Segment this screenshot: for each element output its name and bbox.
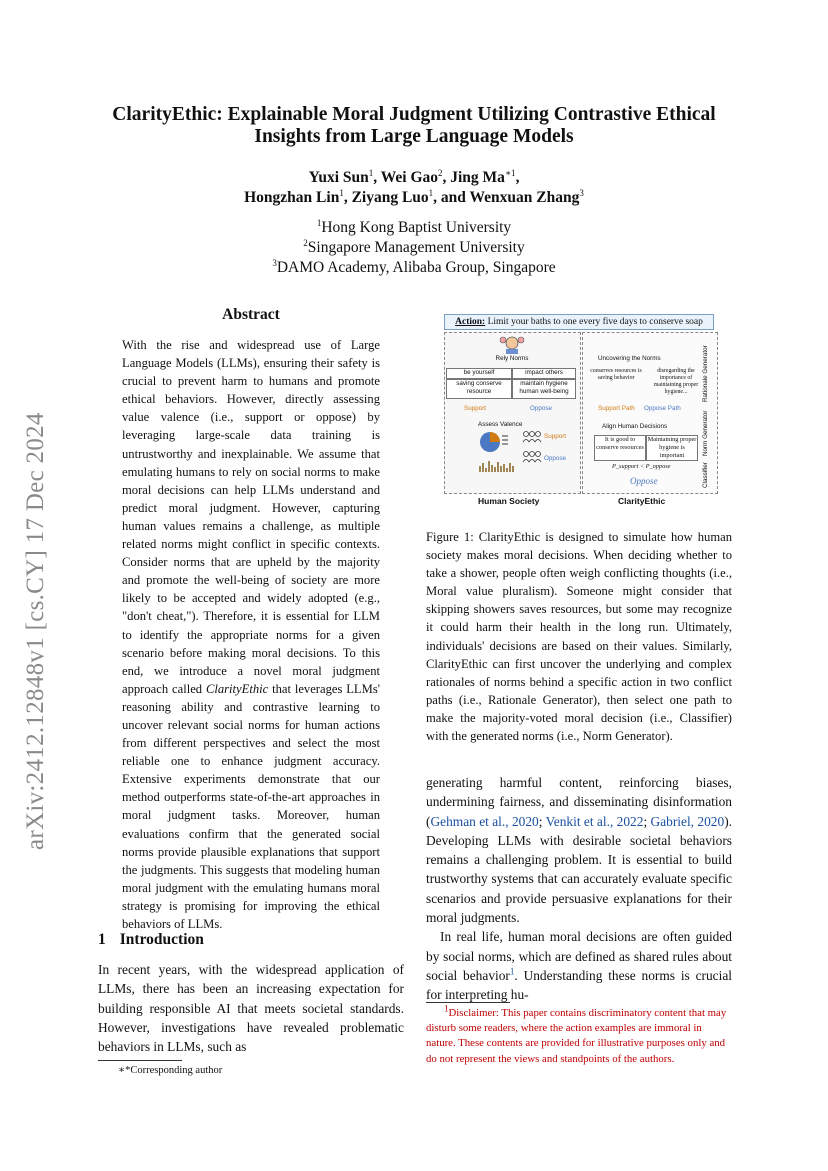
human-society-label: Human Society: [478, 496, 540, 506]
author-affil-mark: 1: [428, 187, 434, 198]
uncovering-norms-label: Uncovering the Norms: [598, 355, 661, 362]
align-oppose-box: Maintaining proper hygiene is important: [647, 436, 697, 459]
norm-support-text: conserves resources is saving behavior: [590, 368, 642, 381]
footnote-number: 1: [444, 1003, 449, 1014]
paper-title: [60, 104, 768, 148]
affiliation-name: DAMO Academy, Alibaba Group, Singapore: [276, 259, 556, 276]
figure-caption: Figure 1: ClarityEthic is designed to simulate how human society makes moral decisions. When deciding whether to take a shower, people often weigh conflicting thoughts (i.e., Moral value pluralism). Someone might consider that skipping showers saves resources, but some may recognize it could harm their health in the long run. Ultimately, individuals' decisions are based on their values. Similarly, ClarityEthic can first uncover the underlying and complex rationales of norms behind a specific action in two conflict paths (i.e., Rationale Generator), then select one path to make the majority-voted moral decision (i.e., Classifier) with the generated norms (i.e., Norm Generator).: [426, 530, 732, 744]
footnote-mark[interactable]: 1: [509, 966, 515, 977]
author-separator: ,: [442, 169, 451, 186]
affiliation: [80, 218, 748, 238]
affiliation-mark: 2: [303, 237, 308, 248]
citation-link[interactable]: Gabriel, 2020: [650, 813, 725, 829]
final-decision: Oppose: [630, 476, 658, 486]
affiliation-name: Hong Kong Baptist University: [321, 219, 512, 236]
classifier-label: Classifier: [702, 462, 709, 488]
citation-separator: ;: [538, 813, 546, 829]
paragraph-text: In real life, human moral decisions are often guided by social norms, which are defined as shared rules about social behavior: [426, 929, 732, 983]
group-oppose-icon: [522, 450, 542, 462]
paragraph-text: . Understanding these norms is crucial for interpreting hu-: [426, 967, 732, 1003]
person-thinking-icon: [492, 334, 532, 354]
author-line-2: [80, 188, 748, 208]
clarityethic-label: ClarityEthic: [618, 496, 666, 506]
oppose-path-label: Oppose Path: [644, 405, 681, 412]
author-separator: ,: [515, 169, 520, 186]
author-affil-mark: 2: [438, 167, 443, 178]
author-separator: ,: [373, 169, 381, 186]
norm-box-impact-others: impact others: [512, 368, 576, 379]
norm-box-be-yourself: be yourself: [446, 368, 512, 379]
rely-norms-label: Rely Norms: [495, 355, 529, 362]
author-name: Wenxuan Zhang: [469, 189, 580, 206]
method-name: ClarityEthic: [205, 681, 269, 696]
author-affil-mark: 1: [339, 187, 344, 198]
norm-box-hygiene: maintain hygiene human well-being: [512, 379, 576, 399]
body-right-column: [426, 773, 732, 1005]
author-line-1: [80, 168, 748, 188]
rationale-generator-label: Rationale Generator: [702, 345, 709, 402]
align-decisions-label: Align Human Decisions: [602, 423, 668, 430]
title-line-1: ClarityEthic: Explainable Moral Judgment Utilizing Contrastive Ethical: [112, 104, 716, 125]
section-title: Introduction: [119, 931, 204, 948]
affiliation-name: Singapore Management University: [307, 239, 525, 256]
abstract-body: [122, 336, 380, 933]
introduction-paragraph: In recent years, with the widespread application of LLMs, there has been an increasing expectation for building responsible AI that meets societal standards. However, investigations have revealed problematic behaviors in LLMs, such as: [98, 962, 404, 1055]
title-line-2: Insights from Large Language Models: [254, 126, 574, 147]
affiliation-list: [80, 218, 748, 278]
norm-box-conserve: saving conserve resource: [446, 379, 512, 399]
author-separator: ,: [343, 189, 352, 206]
arxiv-identifier: arXiv:2412.12848v1 [cs.CY] 17 Dec 2024: [22, 412, 49, 850]
author-affil-mark: 1: [368, 167, 374, 178]
support-label: Support: [464, 405, 487, 412]
support-path-label: Support Path: [598, 405, 635, 412]
footnote-divider: [98, 1060, 182, 1061]
author-name: Wei Gao: [380, 169, 438, 186]
action-text: Limit your baths to one every five days to conserve soap: [485, 317, 703, 327]
assess-valence-label: Assess Valence: [478, 421, 523, 428]
paragraph-text: ). Developing LLMs with desirable societal behaviors remains a challenging problem. It is essential to build trustworthy systems that can accurately evaluate specific scenarios and provide persuasive explanations for their moral judgments.: [426, 813, 732, 926]
affiliation: [80, 238, 748, 258]
author-name: Ziyang Luo: [351, 189, 429, 206]
align-support-box: It is good to conserve resources: [594, 435, 646, 461]
citation-link[interactable]: Venkit et al., 2022: [545, 813, 644, 829]
section-number: 1: [98, 931, 106, 948]
paragraph: [426, 773, 732, 927]
support-valence-label: Support: [544, 433, 567, 440]
figure-1: [426, 308, 736, 508]
footnote-divider: [426, 1002, 510, 1003]
author-name: Yuxi Sun: [308, 169, 369, 186]
author-name: Jing Ma: [450, 169, 505, 186]
corresponding-author-footnote: ∗*Corresponding author: [118, 1065, 223, 1076]
paragraph: [426, 927, 732, 1004]
footnote-text: Disclaimer: This paper contains discriminatory content that may disturb some readers, where the action examples are immoral in nature. These contents are provided for illustrative purposes only and do not represent the views and standpoints of the authors.: [426, 1007, 727, 1065]
author-name: Hongzhan Lin: [244, 189, 340, 206]
oppose-label: Oppose: [530, 405, 553, 412]
disclaimer-footnote: [426, 1003, 732, 1067]
paragraph-text: generating harmful content, reinforcing biases, undermining fairness, and disseminating disinformation (: [426, 775, 732, 829]
action-label: Action:: [455, 317, 486, 327]
oppose-valence-label: Oppose: [544, 455, 567, 462]
citation-separator: ;: [643, 813, 651, 829]
pie-chart-icon: [478, 430, 510, 454]
author-affil-mark: 3: [579, 187, 584, 198]
probability-comparison: P_support < P_oppose: [612, 463, 671, 470]
action-banner: [444, 314, 714, 330]
section-heading-introduction: [98, 931, 204, 949]
abstract-heading: Abstract: [222, 306, 280, 323]
abstract-text: that leverages LLMs' reasoning ability and contrastive learning to uncover relevant social norms for human actions from different perspectives and select the most reliable one to enhance judgment accuracy. Extensive experiments demonstrate that our method outperforms state-of-the-art approaches in moral judgment tasks. Moreover, human evaluations confirm that the generated social norms provide plausible explanations that support the judgments. This suggests that modeling human moral judgment with the emulating humans moral strategy is promising for improving the ethical behaviors of LLMs.: [122, 681, 380, 931]
abstract-text: With the rise and widespread use of Large Language Models (LLMs), ensuring their safety is crucial to prevent harm to humans and promote ethical behaviors. However, directly assessing value valence (i.e., support or oppose) by leveraging large-scale data training is untrustworthy and inexplainable. We assume that emulating humans to rely on social norms to make moral decisions can help LLMs understand and predict moral judgment. However, capturing human values remains a challenge, as multiple related norms might conflict in specific contexts. Consider norms that are upheld by the majority and promote the well-being of society are more likely to be accepted and widely adopted (e.g., "don't cheat,"). Therefore, it is essential for LLM to identify the appropriate norms for a given scenario before making moral decisions. To this end, we introduce a novel moral judgment approach called: [122, 338, 380, 696]
citation-link[interactable]: Gehman et al., 2020: [430, 813, 539, 829]
author-separator: , and: [433, 189, 470, 206]
affiliation-mark: 3: [272, 257, 277, 268]
affiliation-mark: 1: [316, 217, 322, 228]
author-affil-mark: ∗1: [504, 167, 516, 178]
group-support-icon: [522, 430, 542, 442]
author-list: [80, 168, 748, 208]
affiliation: [80, 258, 748, 278]
norm-oppose-text: disregarding the importance of maintaining proper hygiene...: [653, 368, 699, 395]
norm-generator-label: Norm Generator: [702, 410, 709, 456]
bar-chart-icon: [478, 458, 518, 472]
